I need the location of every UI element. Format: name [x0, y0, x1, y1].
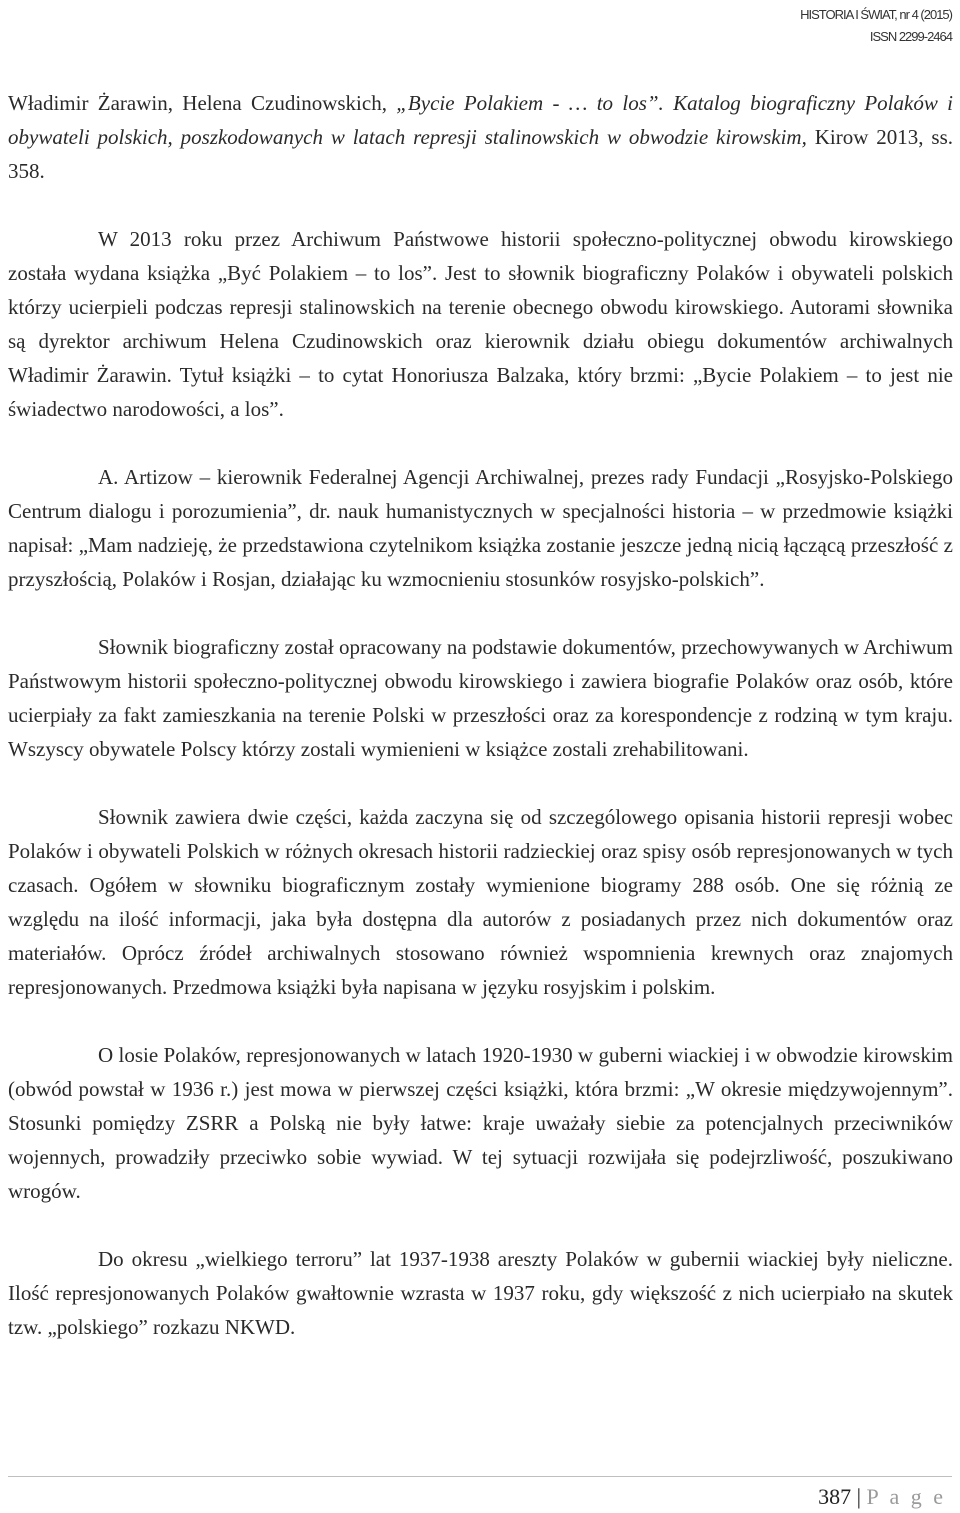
citation-publication: Kirow 2013, ss. 358.	[8, 125, 953, 183]
paragraph: W 2013 roku przez Archiwum Państwowe historii społeczno-politycznej obwodu kirowskiego została wydana książka „Być Polakiem – to los”. Jest to słownik biograficzny Polaków i obywateli polskich którzy ucierpieli podczas represji stalinowskich na terenie obecnego obwodu kirowskiego. Autorami słownika są dyrektor archiwum Helena Czudinowskich oraz kierownik działu obiegu dokumentów archiwalnych Władimir Żarawin. Tytuł książki – to cytat Honoriusza Balzaka, który brzmi: „Bycie Polakiem – to jest nie świadectwo narodowości, a los”.	[8, 227, 953, 421]
paragraph: O losie Polaków, represjonowanych w latach 1920-1930 w guberni wiackiej i w obwodzie kirowskim (obwód powstał w 1936 r.) jest mowa w pierwszej części książki, która brzmi: „W okresie międzywojennym”. Stosunki pomiędzy ZSRR a Polską nie były łatwe: kraje uważały siebie za potencjalnych przeciwników wojennych, prowadziły przeciwko sobie wywiad. W tej sytuacji rozwijała się podejrzliwość, poszukiwano wrogów.	[8, 1043, 953, 1203]
page-label: P a g e	[866, 1484, 946, 1509]
page-footer	[818, 1484, 946, 1510]
citation-title: „Bycie Polakiem - … to los”. Katalog biograficzny Polaków i obywateli polskich, poszkodowanych w latach represji stalinowskich w obwodzie kirowskim,	[8, 91, 953, 149]
page-number: 387	[818, 1484, 852, 1509]
footer-divider	[8, 1476, 952, 1477]
running-header	[800, 4, 952, 48]
article-body	[8, 86, 953, 1378]
footer-separator: |	[851, 1484, 867, 1509]
paragraph: Słownik biograficzny został opracowany na podstawie dokumentów, przechowywanych w Archiwum Państwowym historii społeczno-politycznej obwodu kirowskiego i zawiera biografie Polaków oraz osób, które ucierpiały za fakt zamieszkania na terenie Polski w przeszłości oraz za korespondencje z rodziną w tym kraju. Wszyscy obywatele Polscy którzy zostali wymienieni w książce zostali zrehabilitowani.	[8, 635, 953, 761]
issn: ISSN 2299-2464	[869, 29, 952, 44]
journal-title: HISTORIA I ŚWIAT, nr 4 (2015)	[800, 7, 952, 22]
citation	[8, 86, 953, 188]
paragraph: Słownik zawiera dwie części, każda zaczyna się od szczególowego opisania historii represji wobec Polaków i obywateli Polskich w różnych okresach historii radzieckiej oraz spisy osób represjonowanych w tych czasach. Ogółem w słowniku biograficznym zostały wymienione biogramy 288 osób. One się różnią ze względu na ilość informacji, jaka była dostępna dla autorów z posiadanych przez nich dokumentów oraz materiałów. Oprócz źródeł archiwalnych stosowano również wspomnienia krewnych oraz znajomych represjonowanych. Przedmowa książki była napisana w języku rosyjskim i polskim.	[8, 805, 953, 999]
paragraph: A. Artizow – kierownik Federalnej Agencji Archiwalnej, prezes rady Fundacji „Rosyjsko-Polskiego Centrum dialogu i porozumienia”, dr. nauk humanistycznych w specjalności historia – w przedmowie książki napisał: „Mam nadzieję, że przedstawiona czytelnikom książka zostanie jeszcze jedną nicią łączącą przeszłość z przyszłością, Polaków i Rosjan, działając ku wzmocnieniu stosunków rosyjsko-polskich”.	[8, 465, 953, 591]
citation-authors: Władimir Żarawin, Helena Czudinowskich,	[8, 91, 397, 115]
paragraph: Do okresu „wielkiego terroru” lat 1937-1938 areszty Polaków w gubernii wiackiej były nieliczne. Ilość represjonowanych Polaków gwałtownie wzrasta w 1937 roku, gdy większość z nich ucierpiało na skutek tzw. „polskiego” rozkazu NKWD.	[8, 1247, 953, 1339]
